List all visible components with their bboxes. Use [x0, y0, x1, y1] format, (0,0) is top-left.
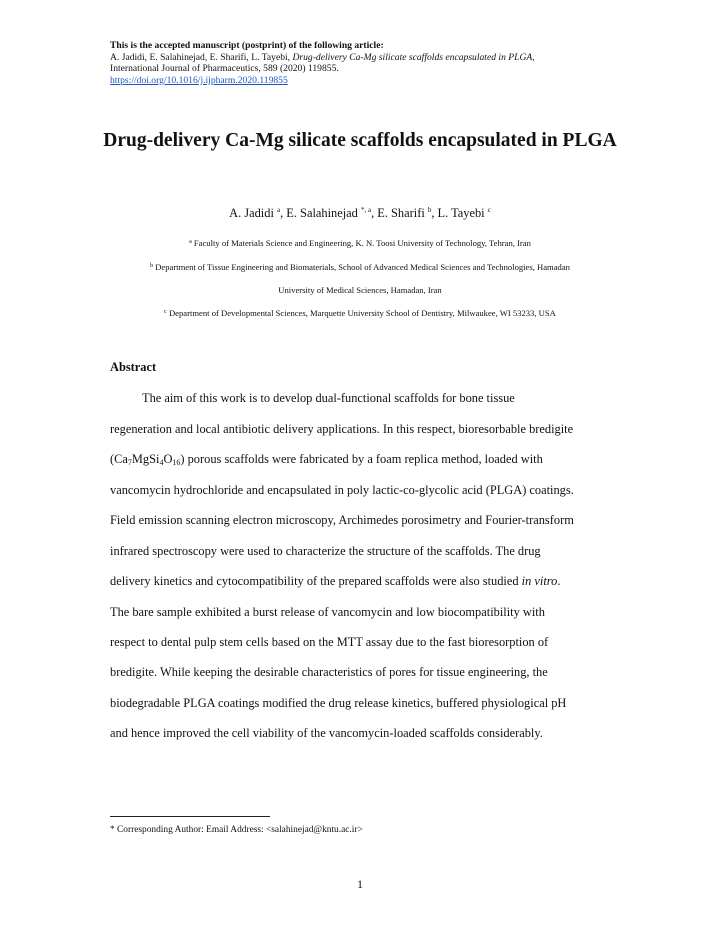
abstract-line: respect to dental pulp stem cells based on the MTT assay due to the fast bioresorption of: [110, 635, 549, 649]
affil-text: Faculty of Materials Science and Engineering, K. N. Toosi University of Technology, Tehran, Iran: [191, 238, 531, 248]
author-affil-mark: *, a: [360, 206, 372, 214]
abstract-heading: Abstract: [110, 360, 157, 374]
author-list: [0, 206, 720, 221]
notice-heading: This is the accepted manuscript (postprint) of the following article:: [110, 40, 384, 51]
citation-title: Drug-delivery Ca-Mg silicate scaffolds encapsulated in PLGA: [292, 51, 533, 63]
author-name: , E. Sharifi: [371, 206, 428, 220]
abstract-line: and hence improved the cell viability of the vancomycin-loaded scaffolds considerably.: [110, 726, 543, 740]
article-title: Drug-delivery Ca-Mg silicate scaffolds encapsulated in PLGA: [103, 130, 617, 151]
abstract-line: infrared spectroscopy were used to characterize the structure of the scaffolds. The drug: [110, 544, 541, 558]
abstract-line: The bare sample exhibited a burst release of vancomycin and low biocompatibility with: [110, 605, 545, 619]
abstract-line: Field emission scanning electron microscopy, Archimedes porosimetry and Fourier-transform: [110, 513, 574, 527]
postprint-notice: [110, 40, 630, 86]
citation-punct: ,: [532, 51, 535, 63]
author-affil-mark: b: [427, 206, 432, 214]
affiliation-b-cont: University of Medical Sciences, Hamadan, Iran: [278, 285, 442, 295]
author-name: , E. Salahinejad: [280, 206, 361, 220]
author-name: A. Jadidi: [229, 206, 277, 220]
abstract-line: biodegradable PLGA coatings modified the drug release kinetics, buffered physiological pH: [110, 696, 567, 710]
affiliation-b: [0, 262, 720, 272]
citation-line: [110, 52, 630, 64]
affil-text: Department of Tissue Engineering and Biomaterials, School of Advanced Medical Sciences and Technologies, Hamadan: [153, 262, 570, 272]
author-affil-mark: c: [487, 206, 491, 214]
abstract-line: delivery kinetics and cytocompatibility of the prepared scaffolds were also studied in vitro.: [110, 574, 561, 588]
abstract-line: vancomycin hydrochloride and encapsulated in poly lactic-co-glycolic acid (PLGA) coatings.: [110, 483, 574, 497]
affil-mark: c: [164, 309, 167, 315]
affil-text: Department of Developmental Sciences, Marquette University School of Dentistry, Milwaukee, WI 53233, USA: [166, 308, 556, 318]
author-name: , L. Tayebi: [431, 206, 488, 220]
abstract-line: $(Ca_7MgSi_4O_{16})$ porous scaffolds were fabricated by a foam replica method, loaded with: [110, 452, 543, 467]
doi-link[interactable]: https://doi.org/10.1016/j.ijpharm.2020.119855: [110, 74, 288, 86]
citation-authors: A. Jadidi, E. Salahinejad, E. Sharifi, L. Tayebi,: [110, 51, 293, 63]
corresponding-author-footnote: * Corresponding Author: Email Address: <salahinejad@kntu.ac.ir>: [110, 825, 363, 835]
affil-mark: b: [150, 263, 154, 269]
footnote-divider: [110, 816, 270, 817]
affil-mark: a: [189, 239, 192, 245]
affiliation-c: [0, 308, 720, 318]
author-affil-mark: a: [276, 206, 281, 214]
citation-journal: International Journal of Pharmaceutics, 589 (2020) 119855.: [110, 63, 339, 75]
abstract-line: regeneration and local antibiotic delivery applications. In this respect, bioresorbable bredigite: [110, 422, 574, 436]
abstract-line: The aim of this work is to develop dual-functional scaffolds for bone tissue: [142, 391, 515, 405]
affiliation-a: [0, 238, 720, 248]
abstract-line: bredigite. While keeping the desirable characteristics of pores for tissue engineering, the: [110, 665, 548, 679]
page-number: 1: [357, 877, 363, 891]
